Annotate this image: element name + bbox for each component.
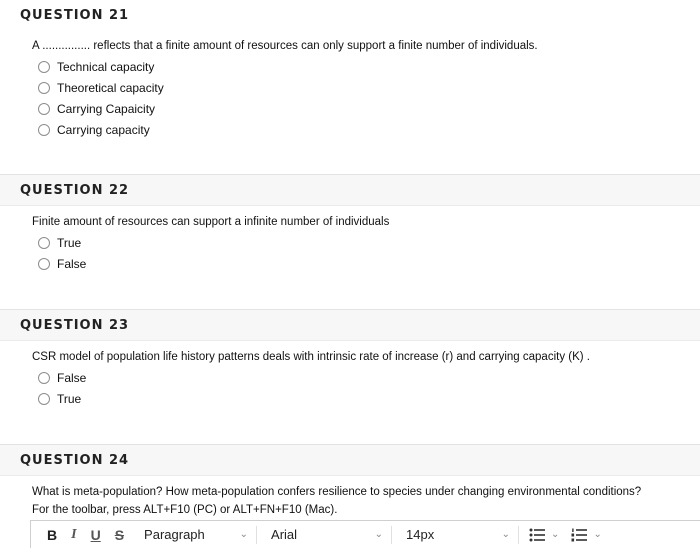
chevron-down-icon: ⌄ (239, 529, 249, 540)
font-size-select[interactable] (406, 521, 510, 548)
q21-option-3[interactable] (38, 102, 155, 116)
font-family-label: Arial (271, 527, 298, 542)
option-label: Technical capacity (57, 60, 155, 74)
bullet-list-icon (529, 528, 545, 542)
q22-option-1[interactable] (38, 236, 81, 250)
q23-option-1[interactable] (38, 371, 86, 385)
toolbar-divider (391, 526, 392, 544)
strikethrough-button[interactable]: S (114, 526, 125, 543)
question-23-heading: QUESTION 23 (0, 309, 700, 341)
option-label: False (57, 257, 87, 271)
radio-button-icon[interactable] (38, 82, 50, 94)
chevron-down-icon[interactable]: ⌄ (593, 529, 602, 540)
paragraph-select-label: Paragraph (144, 527, 205, 542)
q23-option-2[interactable] (38, 392, 81, 406)
editor-toolbar (30, 520, 700, 548)
q21-option-4[interactable] (38, 123, 150, 137)
numbered-list-icon (571, 528, 587, 542)
q21-option-2[interactable] (38, 81, 164, 95)
bullet-list-button[interactable] (529, 521, 559, 548)
toolbar-divider (256, 526, 257, 544)
option-label: False (57, 371, 87, 385)
radio-button-icon[interactable] (38, 237, 50, 249)
radio-button-icon[interactable] (38, 258, 50, 270)
option-label: Carrying capacity (57, 123, 150, 137)
option-label: Theoretical capacity (57, 81, 164, 95)
q22-option-2[interactable] (38, 257, 86, 271)
radio-button-icon[interactable] (38, 393, 50, 405)
option-label: Carrying Capaicity (57, 102, 156, 116)
underline-button[interactable]: U (90, 526, 101, 543)
chevron-down-icon: ⌄ (501, 529, 511, 540)
question-22-text: Finite amount of resources can support a infinite number of individuals (32, 216, 390, 228)
q21-option-1[interactable] (38, 60, 154, 74)
radio-button-icon[interactable] (38, 103, 50, 115)
italic-button[interactable]: I (71, 526, 77, 542)
toolbar-hint: For the toolbar, press ALT+F10 (PC) or ALT+FN+F10 (Mac). (32, 504, 338, 516)
radio-button-icon[interactable] (38, 372, 50, 384)
chevron-down-icon: ⌄ (374, 529, 384, 540)
numbered-list-button[interactable] (571, 521, 601, 548)
question-23-text: CSR model of population life history patterns deals with intrinsic rate of increase (r) and carrying capacity (K) . (32, 351, 590, 363)
paragraph-select[interactable] (144, 521, 248, 548)
question-24-text: What is meta-population? How meta-population confers resilience to species under changing environmental conditions? (32, 486, 642, 498)
bold-button[interactable]: B (47, 526, 58, 543)
radio-button-icon[interactable] (38, 61, 50, 73)
font-size-label: 14px (406, 527, 435, 542)
font-family-select[interactable] (271, 521, 383, 548)
toolbar-divider (518, 526, 519, 544)
option-label: True (57, 392, 82, 406)
question-22-heading: QUESTION 22 (0, 174, 700, 206)
question-24-heading: QUESTION 24 (0, 444, 700, 476)
question-21-heading: QUESTION 21 (0, 0, 700, 30)
question-21-text: A ............... reflects that a finite amount of resources can only support a finite number of individuals. (32, 40, 538, 52)
radio-button-icon[interactable] (38, 124, 50, 136)
chevron-down-icon[interactable]: ⌄ (551, 529, 560, 540)
option-label: True (57, 236, 82, 250)
